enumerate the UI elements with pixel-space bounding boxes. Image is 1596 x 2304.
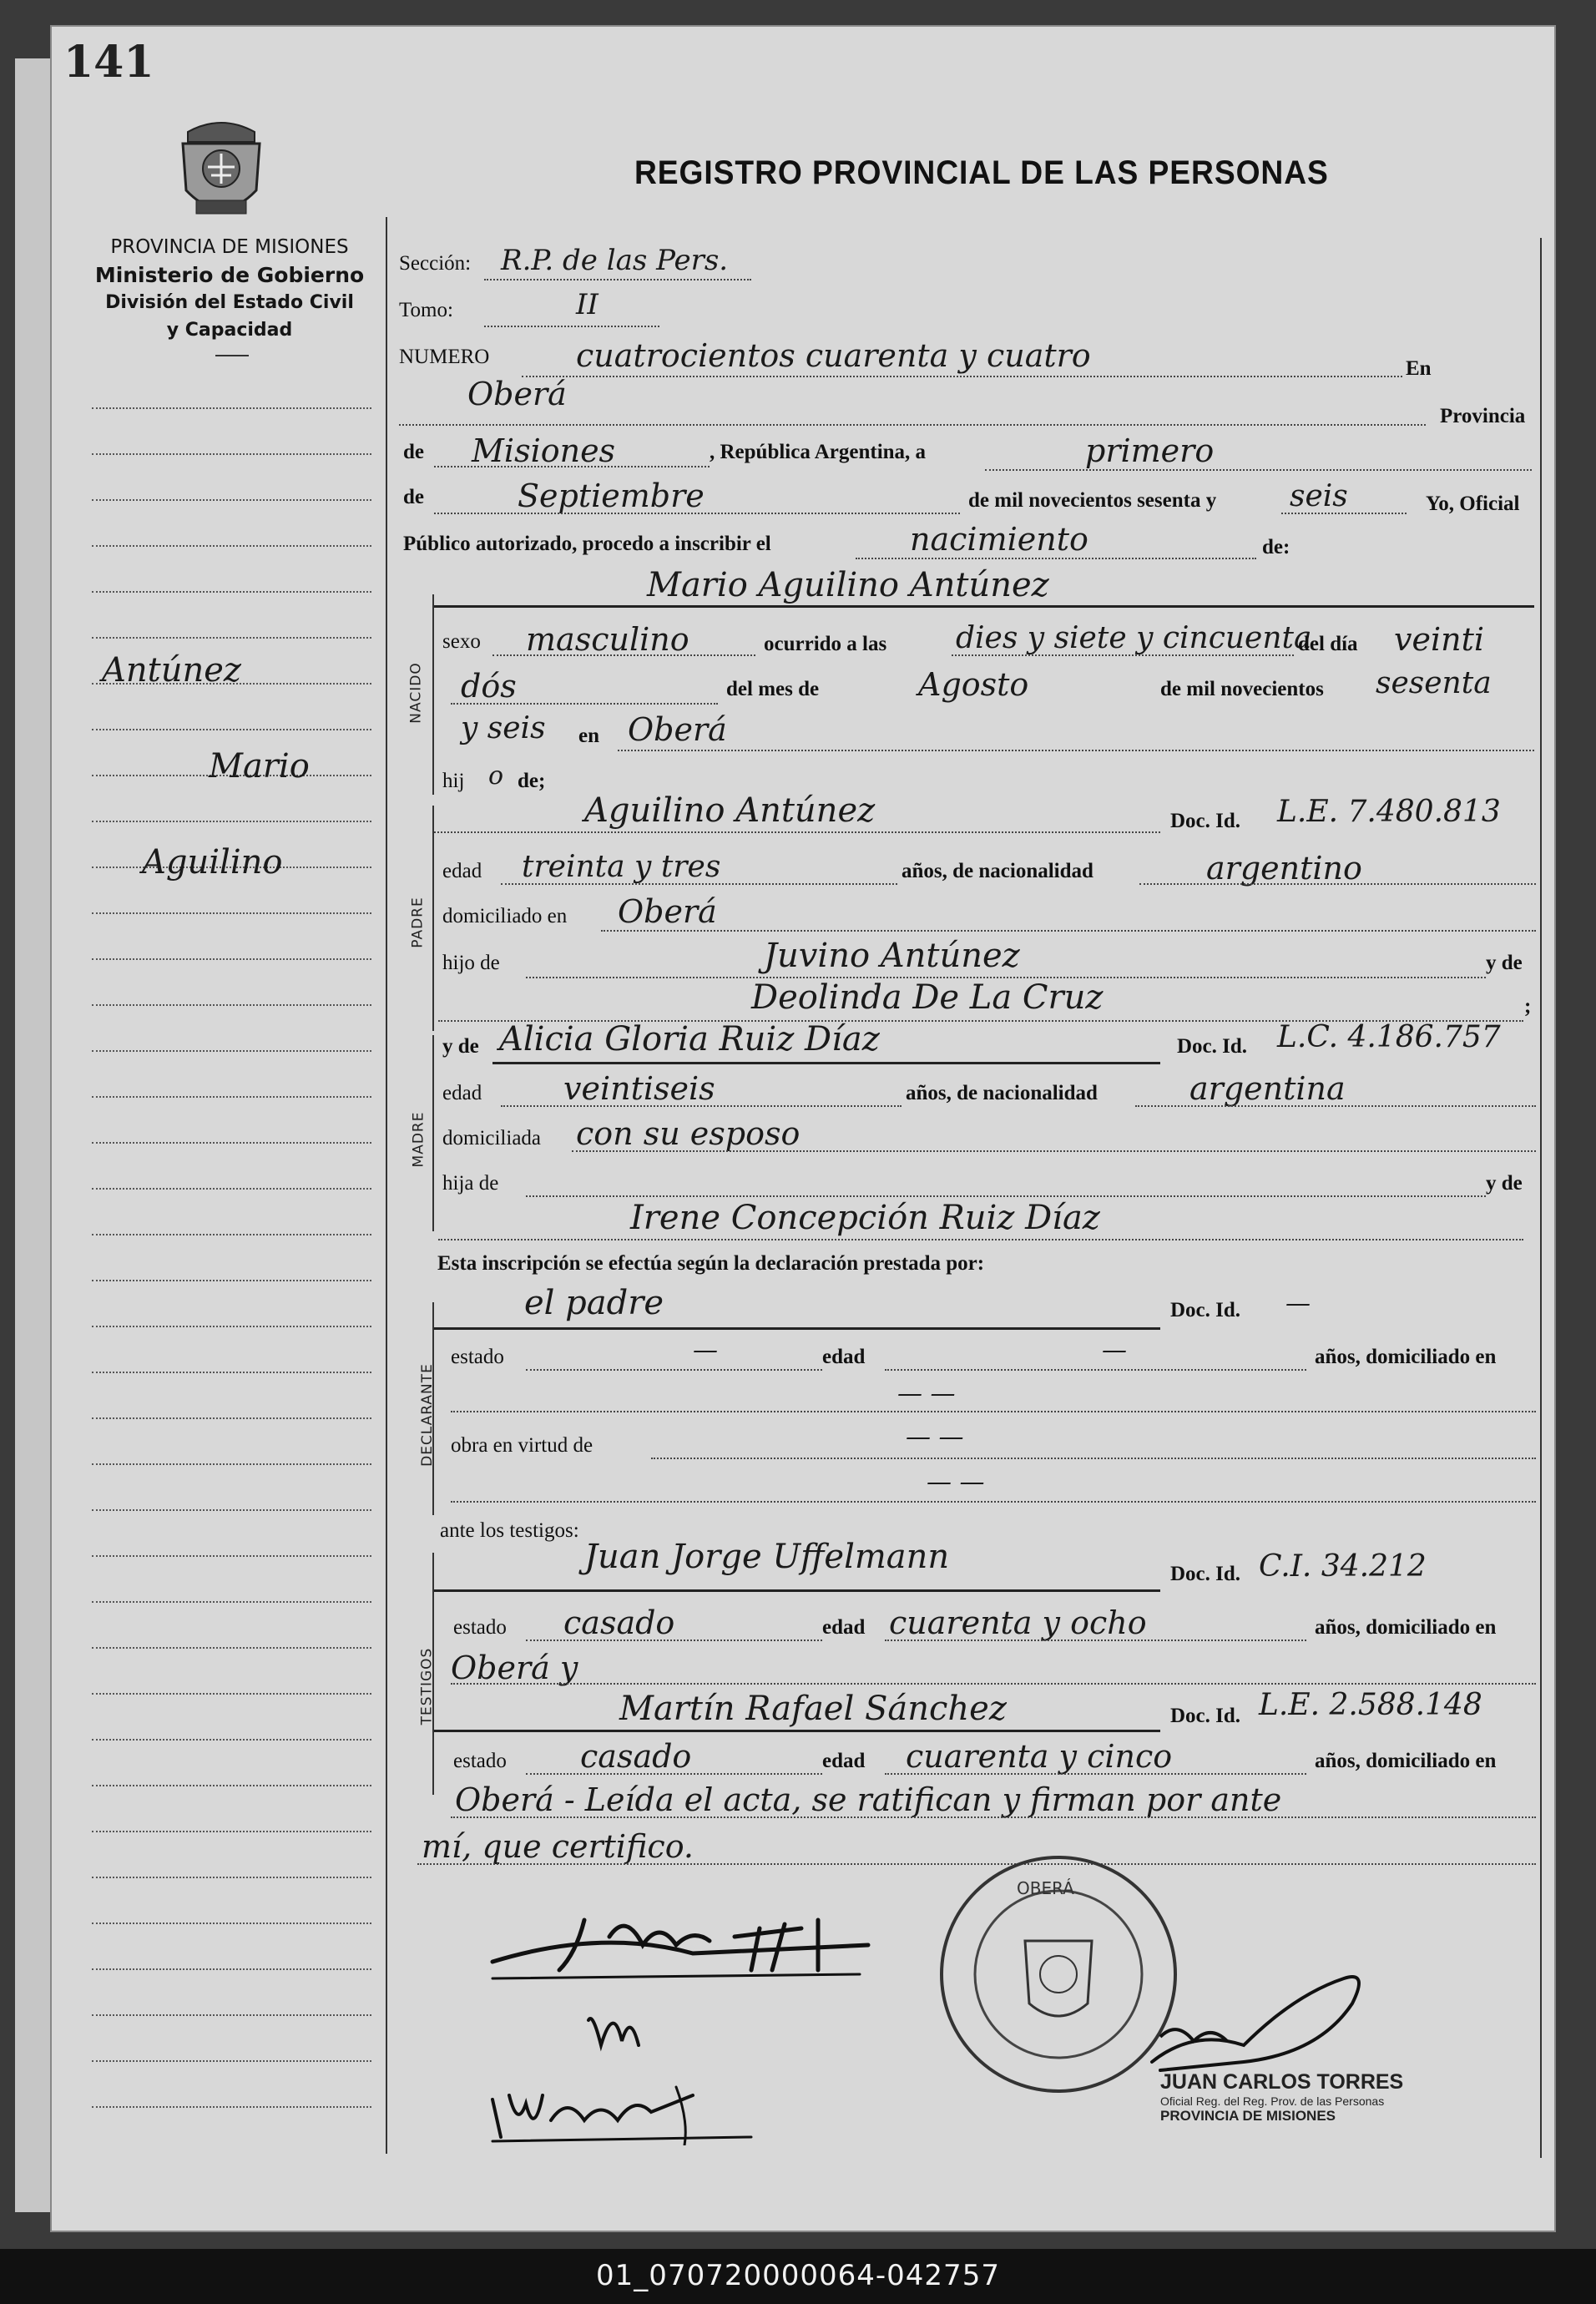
padre-nacionalidad-label: años, de nacionalidad [902,860,1093,882]
hijo-de-label: de; [518,770,546,792]
tomo-value: II [576,288,598,321]
dia-line [985,469,1532,471]
testigo1-doc-value: C.I. 34.212 [1259,1549,1427,1584]
declarante-name-line [434,1327,1160,1330]
padre-doc-value: L.E. 7.480.813 [1277,795,1501,829]
declarante-nombre: el padre [524,1284,664,1322]
abuela-materna: Irene Concepción Ruiz Díaz [630,1199,1100,1237]
publico-label: Público autorizado, procedo a inscribir el [403,533,771,555]
padre-nacionalidad-value: argentino [1206,850,1362,887]
sexo-value: masculino [526,621,689,658]
nacido-section-label: NACIDO [407,662,425,724]
margin-ruled-line [92,1004,371,1006]
right-border [1540,238,1542,2158]
inscripcion-label: Esta inscripción se efectúa según la declaración prestada por: [437,1252,985,1275]
margin-ruled-line [92,1372,371,1373]
declarante-section-label: DECLARANTE [418,1363,436,1467]
acto-value: nacimiento [910,521,1088,558]
margin-ruled-line [92,1877,371,1878]
stamp-inner-text: OBERÁ [1017,1878,1074,1898]
mil-label: de mil novecientos sesenta y [968,489,1217,512]
en-label: En [1406,357,1432,380]
madre-nacionalidad-line [1135,1105,1536,1107]
margin-ruled-line [92,1647,371,1649]
margin-ruled-line [92,1096,371,1098]
declarante-estado-value: — [693,1336,718,1365]
margin-ruled-line [92,545,371,547]
capacity-label: y Capacidad [166,320,293,341]
dia-value-a: veinti [1394,621,1485,658]
testigo1-edad-value: cuarenta y ocho [889,1604,1147,1641]
madre-domicilio-line [572,1150,1536,1152]
province-label: PROVINCIA DE MISIONES [110,236,349,258]
tomo-label: Tomo: [399,299,453,321]
de3-label: de: [1262,536,1290,558]
madre-edad-value: veintiseis [563,1070,715,1107]
declarante-obra-line [651,1458,1536,1459]
numero-value: cuatrocientos cuarenta y cuatro [576,337,1091,374]
testigo2-domicilio-label: años, domiciliado en [1315,1750,1497,1772]
padre-domicilio-line [601,930,1536,932]
madre-name-line [492,1062,1160,1064]
margin-note-second-name: Aguilino [142,843,283,882]
testigo1-domicilio-label: años, domiciliado en [1315,1616,1497,1639]
mes-nac-value: Agosto [918,666,1029,703]
padre-edad-value: treinta y tres [522,850,721,884]
declarante-obra-label: obra en virtud de [451,1434,593,1457]
margin-ruled-line [92,1555,371,1557]
numero-label: NUMERO [399,346,490,368]
seccion-line [484,279,751,280]
declarante-doc-label: Doc. Id. [1170,1299,1241,1321]
mes-value: Septiembre [518,477,705,514]
testigo1-nombre: Juan Jorge Uffelmann [584,1538,950,1576]
testigos-ante-label: ante los testigos: [440,1519,579,1542]
en-line [399,424,1426,426]
dia-value-b: dós [461,668,517,705]
ministry-label: Ministerio de Gobierno [94,263,365,287]
de-label: de [403,441,424,463]
margin-ruled-line [92,1923,371,1924]
province-crest-emblem [171,117,271,230]
madre-domicilio-label: domiciliada [442,1127,542,1149]
margin-ruled-line [92,1417,371,1419]
margin-ruled-line [92,1601,371,1603]
padre-hijo-de-label: hijo de [442,952,500,974]
lugar-line [618,750,1534,751]
madre-hija-de-line [526,1195,1486,1197]
left-header [75,234,384,344]
page-title: REGISTRO PROVINCIAL DE LAS PERSONAS [634,154,1329,191]
testigo2-domicilio-line [451,1816,1536,1818]
madre-domicilio-value: con su esposo [576,1115,801,1152]
numero-line [522,376,1402,377]
provincia-value: Misiones [472,432,616,469]
tomo-line [484,326,659,327]
testigo1-name-line [434,1589,1160,1592]
margin-ruled-line [92,1739,371,1741]
provincia-label: Provincia [1440,405,1526,427]
nacido-name-line [434,605,1534,608]
padre-edad-label: edad [442,860,482,882]
margin-ruled-line [92,453,371,455]
margin-note-surname: Antúnez [102,651,241,690]
mil-nac-label: de mil novecientos [1160,678,1324,700]
margin-ruled-line [92,1463,371,1465]
testigo1-domicilio-value: Oberá y [451,1650,578,1686]
margin-ruled-line [92,591,371,593]
margin-ruled-line [92,1785,371,1786]
margin-ruled-line [92,1326,371,1327]
sexo-label: sexo [442,630,481,653]
padre-section-label: PADRE [409,897,427,948]
margin-ruled-line [92,2106,371,2108]
padre-domicilio-label: domiciliado en [442,905,568,927]
testigo1-edad-label: edad [822,1616,866,1639]
declarante-estado-line [526,1369,822,1371]
padre-doc-label: Doc. Id. [1170,810,1241,832]
testigos-section-label: TESTIGOS [418,1647,436,1725]
declarante-edad-line [885,1369,1306,1371]
provincia-line [434,466,710,467]
testigo1-estado-line [526,1640,822,1641]
madre-edad-label: edad [442,1082,482,1104]
mes-line [434,513,960,514]
madre-doc-value: L.C. 4.186.757 [1277,1020,1501,1054]
testigo1-domicilio-line [451,1683,1536,1685]
officer-province: PROVINCIA DE MISIONES [1160,2108,1336,2124]
declarante-domicilio-value: — — [897,1379,956,1408]
officer-name: JUAN CARLOS TORRES [1160,2070,1404,2094]
mes-label: del mes de [726,678,820,700]
republica-label: , República Argentina, a [710,441,927,463]
margin-ruled-line [92,1509,371,1511]
image-identifier: 01_070720000064-042757 [596,2259,1000,2292]
padre-nacionalidad-line [1139,883,1536,885]
dia-value: primero [1085,432,1215,469]
lugar-value: Oberá [628,711,727,748]
testigo2-name-line [434,1730,1160,1732]
declarante-domicilio-label: años, domiciliado en [1315,1346,1497,1368]
madre-bracket [432,1035,434,1231]
testigo2-estado-label: estado [453,1750,507,1772]
testigo2-estado-value: casado [580,1738,692,1775]
madre-nombre: Alicia Gloria Ruiz Díaz [499,1020,880,1059]
dia-line [451,703,718,705]
testigo1-estado-value: casado [563,1604,675,1641]
de2-label: de [403,486,424,508]
hijo-label: hij [442,770,465,792]
testigo2-nombre: Martín Rafael Sánchez [619,1690,1007,1728]
madre-y-de-label: y de [442,1035,479,1058]
acto-line [856,558,1256,559]
nacido-nombre: Mario Aguilino Antúnez [647,566,1049,604]
seccion-value: R.P. de las Pers. [501,244,729,277]
margin-ruled-line [92,1968,371,1970]
division-label: División del Estado Civil [105,292,354,313]
padre-domicilio-value: Oberá [618,893,717,930]
abuela-materna-line [438,1239,1523,1240]
ocurrido-label: ocurrido a las [764,633,887,655]
nacido-bracket [432,594,434,795]
margin-divider [386,217,387,2154]
hijo-value: o [488,761,504,791]
margin-ruled-line [92,1188,371,1190]
margin-ruled-line [92,1234,371,1235]
abuelo-paterno: Juvino Antúnez [764,937,1020,975]
madre-doc-label: Doc. Id. [1177,1035,1248,1058]
declarante-estado-label: estado [451,1346,504,1368]
madre-edad-line [501,1105,902,1107]
madre-nacionalidad-value: argentina [1189,1070,1346,1107]
padre-nombre: Aguilino Antúnez [584,791,876,830]
anio-nac-value-b: y seis [461,711,546,745]
testigo2-doc-label: Doc. Id. [1170,1705,1241,1727]
testigo2-edad-value: cuarenta y cinco [906,1738,1173,1775]
abuela-paterna: Deolinda De La Cruz [751,978,1104,1017]
declarant-signature [492,1920,868,1978]
sexo-line [492,654,755,656]
del-dia-label: del día [1298,633,1358,655]
hora-line [952,654,1294,656]
testigo2-edad-label: edad [822,1750,866,1772]
margin-ruled-line [92,821,371,822]
declarante-doc-value: — [1285,1289,1311,1318]
en-nac-label: en [578,725,599,747]
anio-value: seis [1290,479,1348,513]
margin-ruled-line [92,912,371,914]
margin-ruled-line [92,1693,371,1695]
margin-ruled-line [92,1142,371,1144]
witness2-signature [492,2087,751,2145]
margin-ruled-line [92,2014,371,2016]
declarante-edad-label: edad [822,1346,866,1368]
declarante-extra-line [451,1501,1536,1503]
madre-section-label: MADRE [410,1111,427,1168]
margin-ruled-line [92,729,371,730]
madre-nacionalidad-label: años, de nacionalidad [906,1082,1098,1104]
testigo1-doc-label: Doc. Id. [1170,1563,1241,1585]
acta-cierre: mí, que certifico. [422,1828,694,1865]
padre-bracket [432,806,434,1031]
padre-semicolon: ; [1524,995,1532,1018]
page-number: 141 [63,37,154,88]
testigo2-edad-line [885,1773,1306,1775]
margin-ruled-line [92,1050,371,1052]
hora-value: dies y siete y cincuenta [956,621,1312,655]
declarante-edad-value: — [1102,1336,1127,1365]
anio-line [1281,513,1407,514]
madre-hija-de-label: hija de [442,1172,499,1195]
signatures-area [484,1895,885,2145]
officer-title: Oficial Reg. del Reg. Prov. de las Personas [1160,2094,1385,2108]
en-value: Oberá [467,376,567,412]
witness1-signature [588,2019,639,2045]
margin-ruled-line [92,958,371,960]
declarante-domicilio-line [451,1411,1536,1412]
anio-nac-value-a: sesenta [1376,666,1492,700]
officer-signature [1127,1945,1377,2079]
divider [215,355,249,356]
padre-name-line [434,831,1160,833]
testigo1-estado-label: estado [453,1616,507,1639]
margin-ruled-line [92,499,371,501]
testigo1-edad-line [885,1640,1306,1641]
margin-ruled-line [92,637,371,639]
testigo2-doc-value: L.E. 2.588.148 [1259,1688,1482,1722]
margin-ruled-line [92,1280,371,1281]
padre-edad-line [501,883,897,885]
declarante-extra-value: — — [927,1468,985,1497]
testigo2-domicilio-value: Oberá - Leída el acta, se ratifican y firman por ante [455,1781,1282,1818]
margin-note-first-name: Mario [209,747,310,786]
officer-block [1160,2070,1403,2125]
seccion-label: Sección: [399,252,472,275]
margin-ruled-line [92,2060,371,2062]
margin-ruled-line [92,1831,371,1832]
margin-ruled-line [92,407,371,409]
declarante-obra-value: — — [906,1422,964,1452]
madre-y-de-label-2: y de [1486,1172,1523,1195]
padre-y-de-label: y de [1486,952,1523,974]
yo-label: Yo, Oficial [1426,493,1520,515]
testigo2-estado-line [526,1773,822,1775]
